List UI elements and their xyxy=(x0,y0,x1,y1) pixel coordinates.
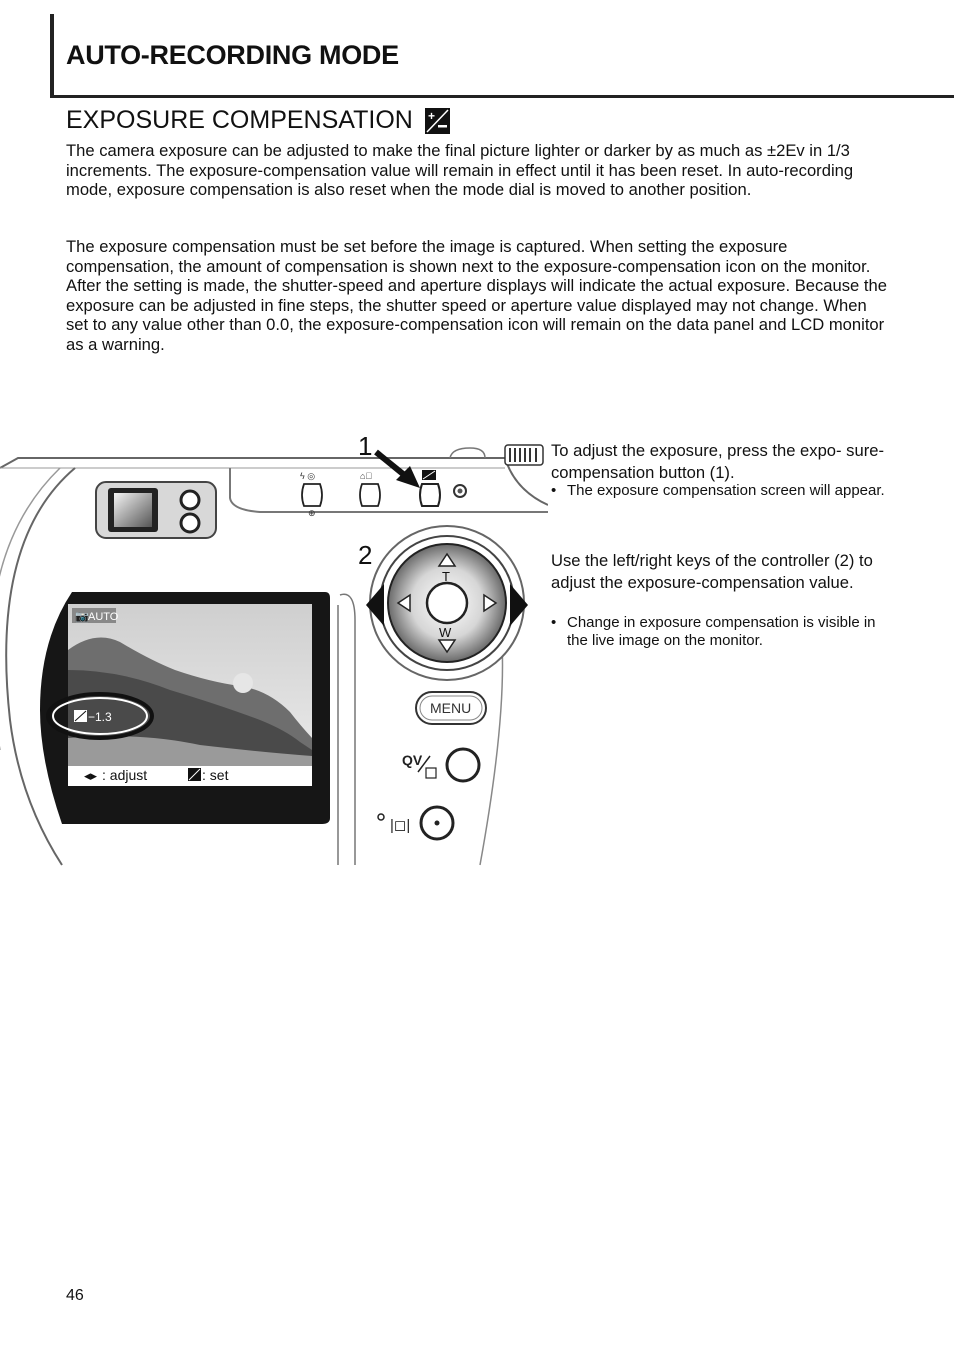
lcd-adjust-label: : adjust xyxy=(102,767,148,783)
drive-mode-button xyxy=(360,471,380,506)
svg-text:+: + xyxy=(427,108,435,123)
step1-bullet-text: The exposure compensation screen will appear. xyxy=(567,482,885,499)
intro-paragraph: The camera exposure can be adjusted to make the final picture lighter or darker by as much as ±2Ev in 1/3 increments. The exposure-compensation value will remain in effect until it has been reset. In auto-recording mode, exposure compensation is also reset when the mode dial is moved to another position. xyxy=(66,141,854,199)
svg-text:⊕: ⊕ xyxy=(308,508,316,518)
svg-text:ϟ ◎: ϟ ◎ xyxy=(300,471,316,481)
controller-t-label: T xyxy=(442,569,450,584)
exposure-compensation-button xyxy=(420,470,440,506)
menu-button-label: MENU xyxy=(430,700,472,716)
step2-instruction: Use the left/right keys of the controller (2) to adjust the exposure-compensation value. xyxy=(551,551,873,592)
svg-text:◂▸: ◂▸ xyxy=(84,768,98,783)
lcd-mode-label: AUTO xyxy=(88,611,119,623)
controller-w-label: W xyxy=(439,625,452,640)
lcd-ev-value: −1.3 xyxy=(88,710,112,724)
camera-illustration xyxy=(0,420,548,870)
callout-2: 2 xyxy=(358,540,373,570)
section-heading-text: EXPOSURE COMPENSATION xyxy=(66,106,413,134)
detail-paragraph: The exposure compensation must be set before the image is captured. When setting the exposure compensation, the amount of compensation is shown next to the exposure-compensation icon on the monitor. After the setting is made, the shutter-speed and aperture displays will indicate the actual exposure. Because the exposure can be adjusted in fine steps, the shutter speed or aperture value displayed may not change. When set to any value other than 0.0, the exposure-compensation icon will remain on the data panel and LCD monitor as a warning. xyxy=(66,237,887,354)
page-title: AUTO-RECORDING MODE xyxy=(66,40,399,70)
svg-text:|◻|: |◻| xyxy=(390,817,411,834)
section-heading xyxy=(66,106,450,135)
step2-bullet-text: Change in exposure compensation is visible in the live image on the monitor. xyxy=(567,614,876,649)
step2-bullet: • Change in exposure compensation is visible in the live image on the monitor. xyxy=(551,614,876,649)
step1-bullet: • The exposure compensation screen will appear. xyxy=(551,482,885,499)
callout-1: 1 xyxy=(358,431,373,461)
step1-instruction: To adjust the exposure, press the expo- sure-compensation button (1). xyxy=(551,441,884,482)
exposure-compensation-icon xyxy=(425,108,450,134)
svg-text:📷: 📷 xyxy=(75,611,89,623)
svg-text:⌂⃝: ⌂⃝ xyxy=(360,471,373,481)
flash-mode-button xyxy=(300,471,322,518)
lcd-set-label: : set xyxy=(202,767,229,783)
qv-label: QV xyxy=(402,752,423,768)
page-number: 46 xyxy=(66,1287,84,1304)
